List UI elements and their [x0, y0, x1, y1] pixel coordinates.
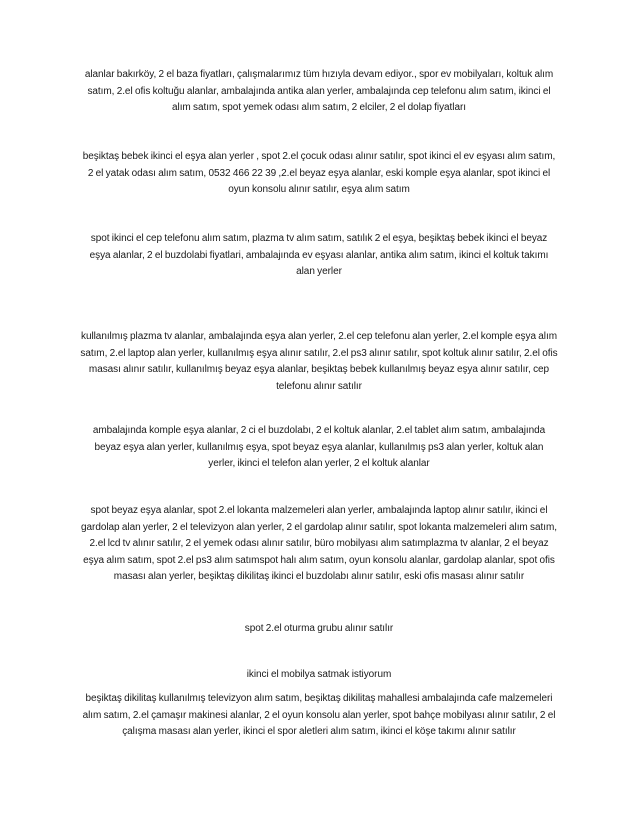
paragraph-3: spot ikinci el cep telefonu alım satım, plazma tv alım satım, satılık 2 el eşya, beşiktaş bebek ikinci el beyaz eşya alanlar, 2 el buzdolabi fiyatlari, ambalajında ev eşyası alanlar, antika alım satım, ikinci el koltuk takımı alan yerler [89, 233, 549, 277]
paragraph-8: ikinci el mobilya satmak istiyorum [246, 669, 392, 680]
paragraph-9: beşiktaş dikilitaş kullanılmış televizyon alım satım, beşiktaş dikilitaş mahallesi ambalajında cafe malzemeleri alım satım, 2.el çamaşır makinesi alanlar, 2 el oyun konsolu alan yerler, spot bahçe mobilyası alınır satılır, 2 el çalışma masası alan yerler, ikinci el spor aletleri alım satım, ikinci el köşe takımı alınır satılır [82, 693, 556, 737]
paragraph-7: spot 2.el oturma grubu alınır satılır [244, 623, 394, 634]
paragraph-5: ambalajında komple eşya alanlar, 2 ci el buzdolabı, 2 el koltuk alanlar, 2.el tablet alım satım, ambalajında beyaz eşya alan yerler, kullanılmış eşya, spot beyaz eşya alanlar, kullanılmış ps3 alan yerler, koltuk alan yerler, ikinci el telefon alan yerler, 2 el koltuk alanlar [92, 425, 546, 469]
paragraph-6: spot beyaz eşya alanlar, spot 2.el lokanta malzemeleri alan yerler, ambalajında laptop alınır satılır, ikinci el gardolap alan yerler, 2 el televizyon alan yerler, 2 el gardolap alınır satılır, spot lokanta malzemeleri alım satım, 2.el lcd tv alınır satılır, 2 el yemek odası alınır satılır, büro mobilyası alım satımplazma tv alanlar, 2 el beyaz eşya alım satım, spot 2.el ps3 alım satımspot halı alım satım, oyun konsolu alanlar, gardolap alanlar, spot ofis masası alan yerler, beşiktaş dikilitaş ikinci el buzdolabı alınır satılır, eski ofis masası alınır satılır [81, 505, 557, 582]
paragraph-2: beşiktaş bebek ikinci el eşya alan yerler , spot 2.el çocuk odası alınır satılır, spot ikinci el ev eşyası alım satım, 2 el yatak odası alım satım, 0532 466 22 39 ,2.el beyaz eşya alanlar, eski komple eşya alanlar, spot ikinci el oyun konsolu alınır satılır, eşya alım satım [82, 151, 556, 195]
paragraph-4: kullanılmış plazma tv alanlar, ambalajında eşya alan yerler, 2.el cep telefonu alan yerler, 2.el komple eşya alım satım, 2.el laptop alan yerler, kullanılmış eşya alınır satılır, 2.el ps3 alınır satılır, spot koltuk alınır satılır, 2.el ofis masası alınır satılır, kullanılmış beyaz eşya alanlar, beşiktaş bebek kullanılmış beyaz eşya alınır satılır, cep telefonu alınır satılır [80, 331, 558, 392]
paragraph-1: alanlar bakırköy, 2 el baza fiyatları, çalışmalarımız tüm hızıyla devam ediyor., spor ev mobilyaları, koltuk alım satım, 2.el ofis koltuğu alanlar, ambalajında antika alan yerler, ambalajında cep telefonu alım satım, ikinci el alım satım, spot yemek odası alım satım, 2 elciler, 2 el dolap fiyatları [84, 69, 554, 113]
